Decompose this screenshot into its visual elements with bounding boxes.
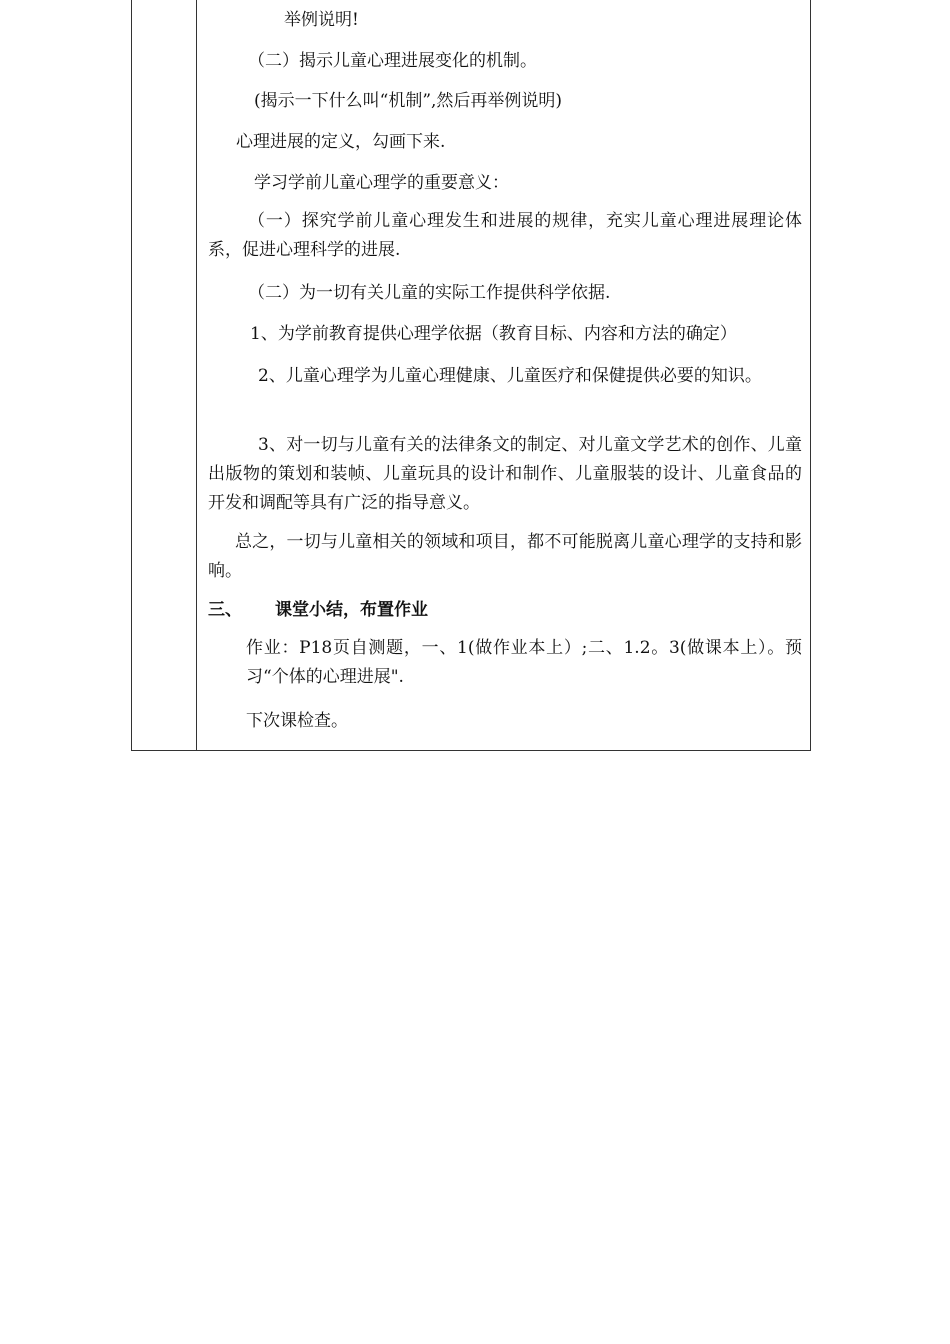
paragraph-significance-1: （一）探究学前儿童心理发生和进展的规律，充实儿童心理进展理论体系，促进心理科学的进展.: [208, 211, 802, 260]
paragraph-mechanism-note: (揭示一下什么叫“机制”,然后再举例说明): [254, 91, 563, 111]
paragraph-item-3: 3、对一切与儿童有关的法律条文的制定、对儿童文学艺术的创作、儿童出版物的策划和装帧、儿童玩具的设计和制作、儿童服装的设计、儿童食品的开发和调配等具有广泛的指导意义。: [208, 435, 802, 513]
section-3-heading: [208, 596, 802, 625]
paragraph-item-1: 1、为学前教育提供心理学依据（教育目标、内容和方法的确定）: [250, 324, 737, 344]
section-3-number: 三、: [208, 600, 242, 620]
paragraph-example: 举例说明!: [284, 10, 359, 30]
paragraph-next-check: 下次课检查。: [246, 711, 348, 731]
paragraph-summary: 总之，一切与儿童相关的领域和项目，都不可能脱离儿童心理学的支持和影响。: [208, 532, 802, 581]
paragraph-significance-heading: 学习学前儿童心理学的重要意义：: [254, 173, 509, 193]
paragraph-mechanism: （二）揭示儿童心理进展变化的机制。: [248, 51, 537, 71]
paragraph-definition: 心理进展的定义，勾画下来.: [236, 132, 446, 152]
table-left-column: [132, 0, 197, 750]
paragraph-item-2: 2、儿童心理学为儿童心理健康、儿童医疗和保健提供必要的知识。: [258, 366, 762, 386]
lesson-table: [131, 0, 811, 751]
paragraph-homework: 作业：P18页自测题，一、1(做作业本上）;二、1.2。3(做课本上）。预习“个体的心理进展".: [246, 638, 802, 687]
section-3-title: 课堂小结，布置作业: [275, 600, 428, 620]
paragraph-significance-2: （二）为一切有关儿童的实际工作提供科学依据.: [248, 283, 611, 303]
table-content-cell: [198, 0, 810, 750]
